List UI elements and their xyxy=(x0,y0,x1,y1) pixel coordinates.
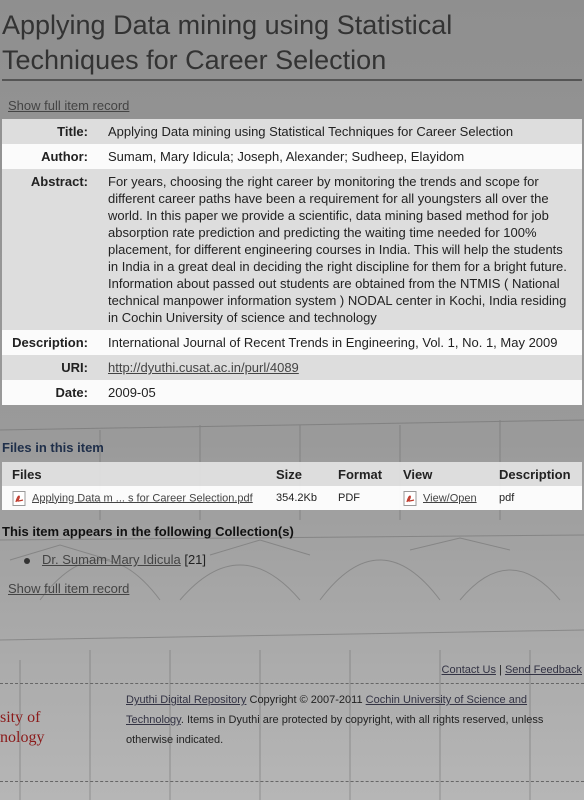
collection-count: [21] xyxy=(184,552,207,567)
show-full-record-link-top[interactable]: Show full item record xyxy=(8,98,130,113)
send-feedback-link[interactable]: Send Feedback xyxy=(504,664,582,676)
column-header-format: Format xyxy=(338,466,383,482)
metadata-row-abstract xyxy=(2,169,582,330)
file-description: pdf xyxy=(499,492,515,504)
pdf-icon xyxy=(403,491,418,506)
column-header-description: Description xyxy=(499,466,571,482)
rights-notice: . Items in Dyuthi are protected by copyright, with all rights reserved, unless otherwise indicated. xyxy=(126,714,544,746)
table-row xyxy=(2,486,582,510)
column-header-files: Files xyxy=(12,466,42,482)
metadata-label: Title: xyxy=(57,124,88,139)
logo-line: nology xyxy=(0,729,45,746)
metadata-value: 2009-05 xyxy=(108,385,156,400)
file-size: 354.2Kb xyxy=(276,492,317,504)
view-cell xyxy=(403,491,499,506)
view-open-link[interactable]: View/Open xyxy=(423,491,477,504)
metadata-table xyxy=(2,119,582,405)
list-item xyxy=(24,552,206,567)
files-heading: Files in this item xyxy=(2,440,104,455)
file-format: PDF xyxy=(338,492,360,504)
page-title: Applying Data mining using Statistical Techniques for Career Selection xyxy=(2,10,453,75)
metadata-label: URI: xyxy=(61,360,88,375)
metadata-row-description xyxy=(2,330,582,355)
metadata-value: International Journal of Recent Trends in Engineering, Vol. 1, No. 1, May 2009 xyxy=(108,335,558,350)
show-full-record-link-bottom[interactable]: Show full item record xyxy=(8,581,130,596)
bullet-icon xyxy=(24,558,30,564)
university-logo-text xyxy=(0,708,44,748)
university-link[interactable]: Cochin University of Science and Technology xyxy=(126,694,528,726)
metadata-label: Date: xyxy=(55,385,88,400)
file-name-link[interactable]: Applying Data m ... s for Career Selection.pdf xyxy=(32,491,253,504)
column-header-size: Size xyxy=(276,466,303,482)
pdf-icon xyxy=(12,491,27,506)
uri-link[interactable]: http://dyuthi.cusat.ac.in/purl/4089 xyxy=(108,360,299,375)
copyright-text: Copyright © 2007-2011 xyxy=(246,694,366,706)
title-divider xyxy=(2,79,582,81)
metadata-value: Sumam, Mary Idicula; Joseph, Alexander; Sudheep, Elayidom xyxy=(108,149,465,164)
footer-copyright xyxy=(126,690,566,750)
metadata-value: For years, choosing the right career by monitoring the trends and scope for different career paths have been a requirement for all youngsters all over the world. In this paper we provide a scientific, data mining based method for job absorption rate prediction and predicting the waiting time needed for 100% placement, for different engineering courses in India. This will help the students in India in a great deal in deciding the right discipline for them for a bright future. Information about passed out students are obtained from the NTMIS ( National technical manpower information system ) NODAL center in Kochi, India residing in Cochin University of science and technology xyxy=(108,174,567,325)
contact-us-link[interactable]: Contact Us xyxy=(441,664,496,676)
repository-link[interactable]: Dyuthi Digital Repository xyxy=(126,694,247,706)
metadata-row-date xyxy=(2,380,582,405)
footer-separator: | xyxy=(499,664,502,676)
metadata-row-title xyxy=(2,119,582,144)
metadata-value: Applying Data mining using Statistical Techniques for Career Selection xyxy=(108,124,514,139)
file-cell xyxy=(2,491,276,506)
metadata-label: Description: xyxy=(12,335,88,350)
logo-line: sity of xyxy=(0,709,41,726)
column-header-view: View xyxy=(403,466,433,482)
footer-bottom-divider xyxy=(0,781,584,783)
metadata-row-author xyxy=(2,144,582,169)
collections-heading: This item appears in the following Collection(s) xyxy=(2,524,294,539)
collection-link[interactable]: Dr. Sumam Mary Idicula xyxy=(42,552,181,567)
metadata-row-uri xyxy=(2,355,582,380)
files-table xyxy=(2,462,582,510)
footer-links xyxy=(442,664,582,676)
metadata-label: Abstract: xyxy=(30,174,88,189)
footer-divider xyxy=(0,683,584,685)
metadata-label: Author: xyxy=(41,149,88,164)
files-table-header xyxy=(2,462,582,486)
